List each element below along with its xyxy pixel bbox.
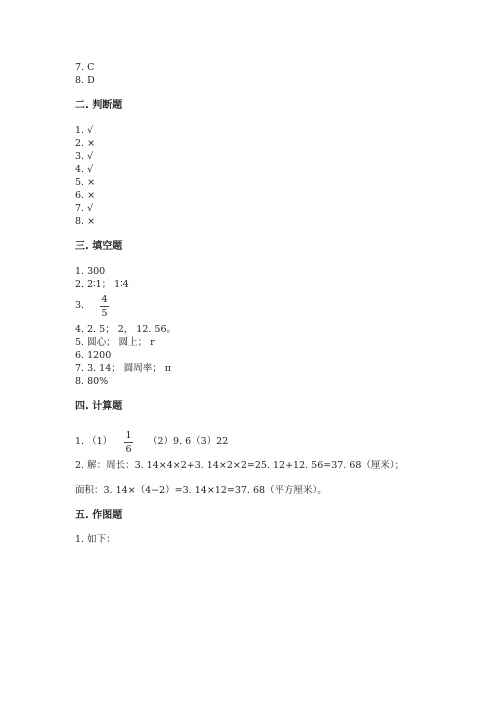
answer-line: 1. 如下： (75, 534, 116, 545)
answer-line: 6. × (75, 190, 96, 201)
fraction-denominator: 6 (125, 444, 132, 455)
fraction-bar (124, 442, 133, 443)
section-heading: 三. 填空题 (75, 241, 123, 252)
answer-line: 8. × (75, 216, 96, 227)
answer-line: 1. 300 (75, 266, 106, 277)
answer-line: 2. × (75, 138, 96, 149)
answer-line: 7. C (75, 62, 95, 73)
answer-line: 7. 3. 14； 圆周率； π (75, 363, 172, 374)
fraction (100, 294, 109, 319)
answer-line: 7. √ (75, 203, 94, 214)
answer-line: 3. √ (75, 151, 94, 162)
answer-line: 4. 2. 5； 2， 12. 56。 (75, 324, 177, 335)
answer-line: 4. √ (75, 164, 94, 175)
answer-line: 5. 圆心； 圆上； r (75, 337, 155, 348)
fraction-bar (100, 306, 109, 307)
answer-line: 6. 1200 (75, 350, 112, 361)
answer-line: 3. (75, 300, 85, 311)
section-heading: 二. 判断题 (75, 100, 123, 111)
section-heading: 四. 计算题 (75, 401, 123, 412)
answer-line: 2. 解：周长：3. 14×4×2+3. 14×2×2=25. 12+12. 56=37. 68（厘米）； (75, 460, 405, 471)
answer-line: 8. 80% (75, 376, 109, 387)
answer-line: 1. √ (75, 125, 94, 136)
answer-line: 8. D (75, 75, 95, 86)
answer-line: 面积：3. 14×（4−2）=3. 14×12=37. 68（平方厘米）。 (75, 485, 327, 496)
fraction-denominator: 5 (101, 308, 108, 319)
section-heading: 五. 作图题 (75, 510, 123, 521)
answer-line: 5. × (75, 177, 96, 188)
answer-line: （2）9. 6（3）22 (148, 436, 229, 447)
fraction (124, 430, 133, 455)
answer-line: 1. （1） (75, 436, 113, 447)
fraction-numerator: 1 (125, 430, 132, 441)
fraction-numerator: 4 (101, 294, 108, 305)
answer-line: 2. 2∶1； 1∶4 (75, 279, 129, 290)
